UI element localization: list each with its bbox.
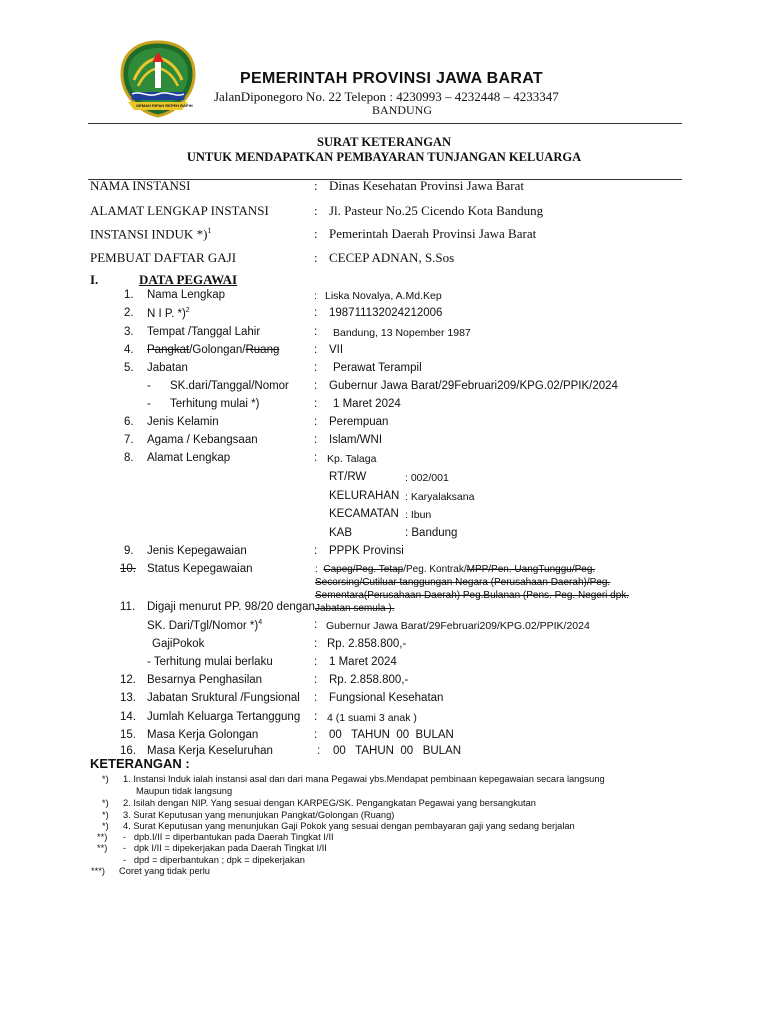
ttl-value: Bandung, 13 Nopember 1987 xyxy=(333,327,471,339)
kab-label: KAB xyxy=(329,527,353,539)
berlaku-value: 1 Maret 2024 xyxy=(329,656,397,668)
jabatan-colon: : xyxy=(314,362,318,374)
jabatan-number: 5. xyxy=(124,362,134,374)
digaji-number: 11. xyxy=(120,601,136,613)
nama-number: 1. xyxy=(124,289,134,301)
jenis-label: Jenis Kepegawaian xyxy=(147,545,247,557)
section-heading: DATA PEGAWAI xyxy=(139,272,238,287)
jabatan-fungsional-number: 13. xyxy=(120,692,136,704)
status-strike-1: Capeg/Peg. Tetap xyxy=(323,564,404,575)
note-mark: *) xyxy=(102,774,109,784)
pangkat-strike-2: Ruang xyxy=(245,344,280,356)
jenis-colon: : xyxy=(314,545,318,557)
pangkat-label xyxy=(147,344,279,356)
status-number: 10. xyxy=(120,563,136,575)
jabatan-fungsional-colon: : xyxy=(314,692,318,704)
instansi-name-label: NAMA INSTANSI xyxy=(90,178,191,193)
note-text: - dpk I/II = dipekerjakan pada Daerah Tingkat I/II xyxy=(123,843,327,853)
jenis-value: PPPK Provinsi xyxy=(329,545,404,557)
jenis-number: 9. xyxy=(124,545,134,557)
government-address: JalanDiponegoro No. 22 Telepon : 4230993 – 4232448 – 4233347 xyxy=(214,89,559,104)
pembuat-gaji-label: PEMBUAT DAFTAR GAJI xyxy=(90,250,237,265)
sk2-value: Gubernur Jawa Barat/29Februari209/KPG.02/PPIK/2024 xyxy=(326,620,590,632)
kab-value: : Bandung xyxy=(405,527,458,539)
penghasilan-colon: : xyxy=(314,674,318,686)
kecamatan-value: : Ibun xyxy=(405,509,432,521)
terhitung-colon: : xyxy=(314,398,318,410)
note-mark: ***) xyxy=(91,866,105,876)
pangkat-strike-1: Pangkat xyxy=(147,344,190,356)
rtrw-value: : 002/001 xyxy=(405,472,449,484)
jk-number: 6. xyxy=(124,416,134,428)
jabatan-label: Jabatan xyxy=(147,362,188,374)
sk-colon: : xyxy=(314,380,318,392)
note-text: 2. Isilah dengan NIP. Yang sesuai dengan KARPEG/SK. Pengangkatan Pegawai yang bersangkutan xyxy=(123,798,536,808)
alamat-colon: : xyxy=(314,452,318,464)
sk-label: SK.dari/Tanggal/Nomor xyxy=(170,380,289,392)
ttl-colon: : xyxy=(314,326,318,338)
sk2-label-text: SK. Dari/Tgl/Nomor *) xyxy=(147,619,259,632)
terhitung-value: 1 Maret 2024 xyxy=(333,398,401,410)
berlaku-label: - Terhitung mulai berlaku xyxy=(147,656,273,668)
jawa-barat-emblem xyxy=(118,40,198,123)
instansi-address-value: Jl. Pasteur No.25 Cicendo Kota Bandung xyxy=(329,203,544,218)
keluarga-label: Jumlah Keluarga Tertanggung xyxy=(147,711,301,723)
nama-value: Liska Novalya, A.Md.Kep xyxy=(325,290,442,302)
status-value xyxy=(315,563,635,615)
keluarga-number: 14. xyxy=(120,711,136,723)
note-mark: *) xyxy=(102,810,109,820)
pangkat-mid: /Golongan/ xyxy=(189,344,246,356)
nip-label-text: N I P. *) xyxy=(147,307,186,320)
pangkat-colon: : xyxy=(314,344,318,356)
jk-label: Jenis Kelamin xyxy=(147,416,219,428)
note-text: 4. Surat Keputusan yang menunjukan Gaji Pokok yang sesuai dengan pembayaran gaji yang sedang berjalan xyxy=(123,821,575,831)
mk-golongan-label: Masa Kerja Golongan xyxy=(147,729,259,741)
nip-colon: : xyxy=(314,307,318,319)
penghasilan-label: Besarnya Penghasilan xyxy=(147,674,263,686)
note-text: 3. Surat Keputusan yang menunjukan Pangkat/Golongan (Ruang) xyxy=(123,810,395,820)
berlaku-colon: : xyxy=(314,656,318,668)
status-strike-2: MPP/Pen. UangTunggu/Peg. Secorsing/Cutiluar tanggungan Negara (Perusahaan Daerah)/Peg. Sementara(Perusahaan Daerah) Peg.Bulanan (Pens. Peg. Negeri dpk. Jabatan semula ). xyxy=(315,564,630,614)
mk-keseluruhan-value: 00 TAHUN 00 BULAN xyxy=(333,745,462,757)
sk-dash: - xyxy=(147,380,151,392)
agama-colon: : xyxy=(314,434,318,446)
nip-label xyxy=(147,307,190,320)
keterangan-title: KETERANGAN : xyxy=(90,756,190,771)
status-kontrak: /Peg. Kontrak/ xyxy=(403,564,467,575)
alamat-number: 8. xyxy=(124,452,134,464)
rtrw-label: RT/RW xyxy=(329,471,367,483)
note-mark: **) xyxy=(97,843,108,853)
instansi-address-label: ALAMAT LENGKAP INSTANSI xyxy=(90,203,269,218)
document-subtitle: UNTUK MENDAPATKAN PEMBAYARAN TUNJANGAN KELUARGA xyxy=(186,150,582,164)
instansi-name-value: Dinas Kesehatan Provinsi Jawa Barat xyxy=(329,178,524,193)
mk-golongan-value: 00 TAHUN 00 BULAN xyxy=(329,729,454,741)
note-mark: *) xyxy=(102,798,109,808)
mk-keseluruhan-colon: : xyxy=(317,745,321,757)
penghasilan-number: 12. xyxy=(120,674,136,686)
mk-keseluruhan-number: 16. xyxy=(120,745,136,757)
note-text: Coret yang tidak perlu xyxy=(119,866,210,876)
alamat-value: Kp. Talaga xyxy=(327,453,377,465)
document-title: SURAT KETERANGAN xyxy=(317,135,451,149)
terhitung-label: Terhitung mulai *) xyxy=(170,398,260,410)
nip-sup: 2 xyxy=(185,307,190,314)
jk-value: Perempuan xyxy=(329,416,389,428)
keluarga-colon: : xyxy=(314,711,318,723)
instansi-address-colon: : xyxy=(314,203,318,218)
kecamatan-label: KECAMATAN xyxy=(329,508,399,520)
note-text: - dpb.I/II = diperbantukan pada Daerah Tingkat I/II xyxy=(123,832,334,842)
mk-golongan-colon: : xyxy=(314,729,318,741)
pangkat-number: 4. xyxy=(124,344,134,356)
gaji-colon: : xyxy=(314,638,318,650)
emblem-motto: GEMAH RIPAH REPEH RAPIH xyxy=(136,103,193,108)
sk-value: Gubernur Jawa Barat/29Februari209/KPG.02/PPIK/2024 xyxy=(329,380,618,392)
digaji-label: Digaji menurut PP. 98/20 dengan xyxy=(147,601,315,613)
instansi-name-colon: : xyxy=(314,178,318,193)
keluarga-value: 4 (1 suami 3 anak ) xyxy=(327,712,417,724)
note-mark: **) xyxy=(97,832,108,842)
penghasilan-value: Rp. 2.858.800,- xyxy=(329,674,409,686)
kelurahan-value: : Karyalaksana xyxy=(405,491,475,503)
note-mark: *) xyxy=(102,821,109,831)
nip-value: 198711132024212006 xyxy=(329,307,443,319)
nama-colon: : xyxy=(314,290,317,302)
government-name: PEMERINTAH PROVINSI JAWA BARAT xyxy=(240,70,543,87)
agama-value: Islam/WNI xyxy=(329,434,383,446)
gaji-label: GajiPokok xyxy=(152,638,205,650)
jk-colon: : xyxy=(314,416,318,428)
government-city: BANDUNG xyxy=(372,103,432,117)
pembuat-gaji-colon: : xyxy=(314,250,318,265)
instansi-induk-label xyxy=(90,226,211,242)
note-text: 1. Instansi Induk ialah instansi asal dan dari mana Pegawai ybs.Mendapat pembinaan kepegawaian secara langsung xyxy=(123,774,605,784)
pangkat-value: VII xyxy=(329,344,344,356)
alamat-label: Alamat Lengkap xyxy=(147,452,231,464)
sk2-sup: 4 xyxy=(258,619,263,626)
nama-label: Nama Lengkap xyxy=(147,289,225,301)
sk2-colon: : xyxy=(314,619,318,631)
mk-keseluruhan-label: Masa Kerja Keseluruhan xyxy=(147,745,273,757)
jabatan-fungsional-value: Fungsional Kesehatan xyxy=(329,692,444,704)
ttl-label: Tempat /Tanggal Lahir xyxy=(147,326,261,338)
instansi-induk-value: Pemerintah Daerah Provinsi Jawa Barat xyxy=(329,226,537,241)
header-divider xyxy=(88,123,682,124)
terhitung-dash: - xyxy=(147,398,151,410)
agama-number: 7. xyxy=(124,434,134,446)
kelurahan-label: KELURAHAN xyxy=(329,490,400,502)
nip-number: 2. xyxy=(124,307,134,319)
section-numeral: I. xyxy=(90,272,99,287)
status-colon: : xyxy=(315,564,318,575)
gaji-value: Rp. 2.858.800,- xyxy=(327,638,407,650)
sk2-label xyxy=(147,619,262,632)
mk-golongan-number: 15. xyxy=(120,729,136,741)
ttl-number: 3. xyxy=(124,326,134,338)
status-label: Status Kepegawaian xyxy=(147,563,253,575)
instansi-induk-colon: : xyxy=(314,226,318,241)
jabatan-value: Perawat Terampil xyxy=(333,362,422,374)
instansi-induk-text: INSTANSI INDUK *) xyxy=(90,226,208,242)
jabatan-fungsional-label: Jabatan Sruktural /Fungsional xyxy=(147,692,300,704)
agama-label: Agama / Kebangsaan xyxy=(147,434,258,446)
instansi-induk-sup: 1 xyxy=(207,226,212,235)
pembuat-gaji-value: CECEP ADNAN, S.Sos xyxy=(329,250,455,265)
note-text: - dpd = diperbantukan ; dpk = dipekerjakan xyxy=(123,855,305,865)
note-text: Maupun tidak langsung xyxy=(136,786,233,796)
